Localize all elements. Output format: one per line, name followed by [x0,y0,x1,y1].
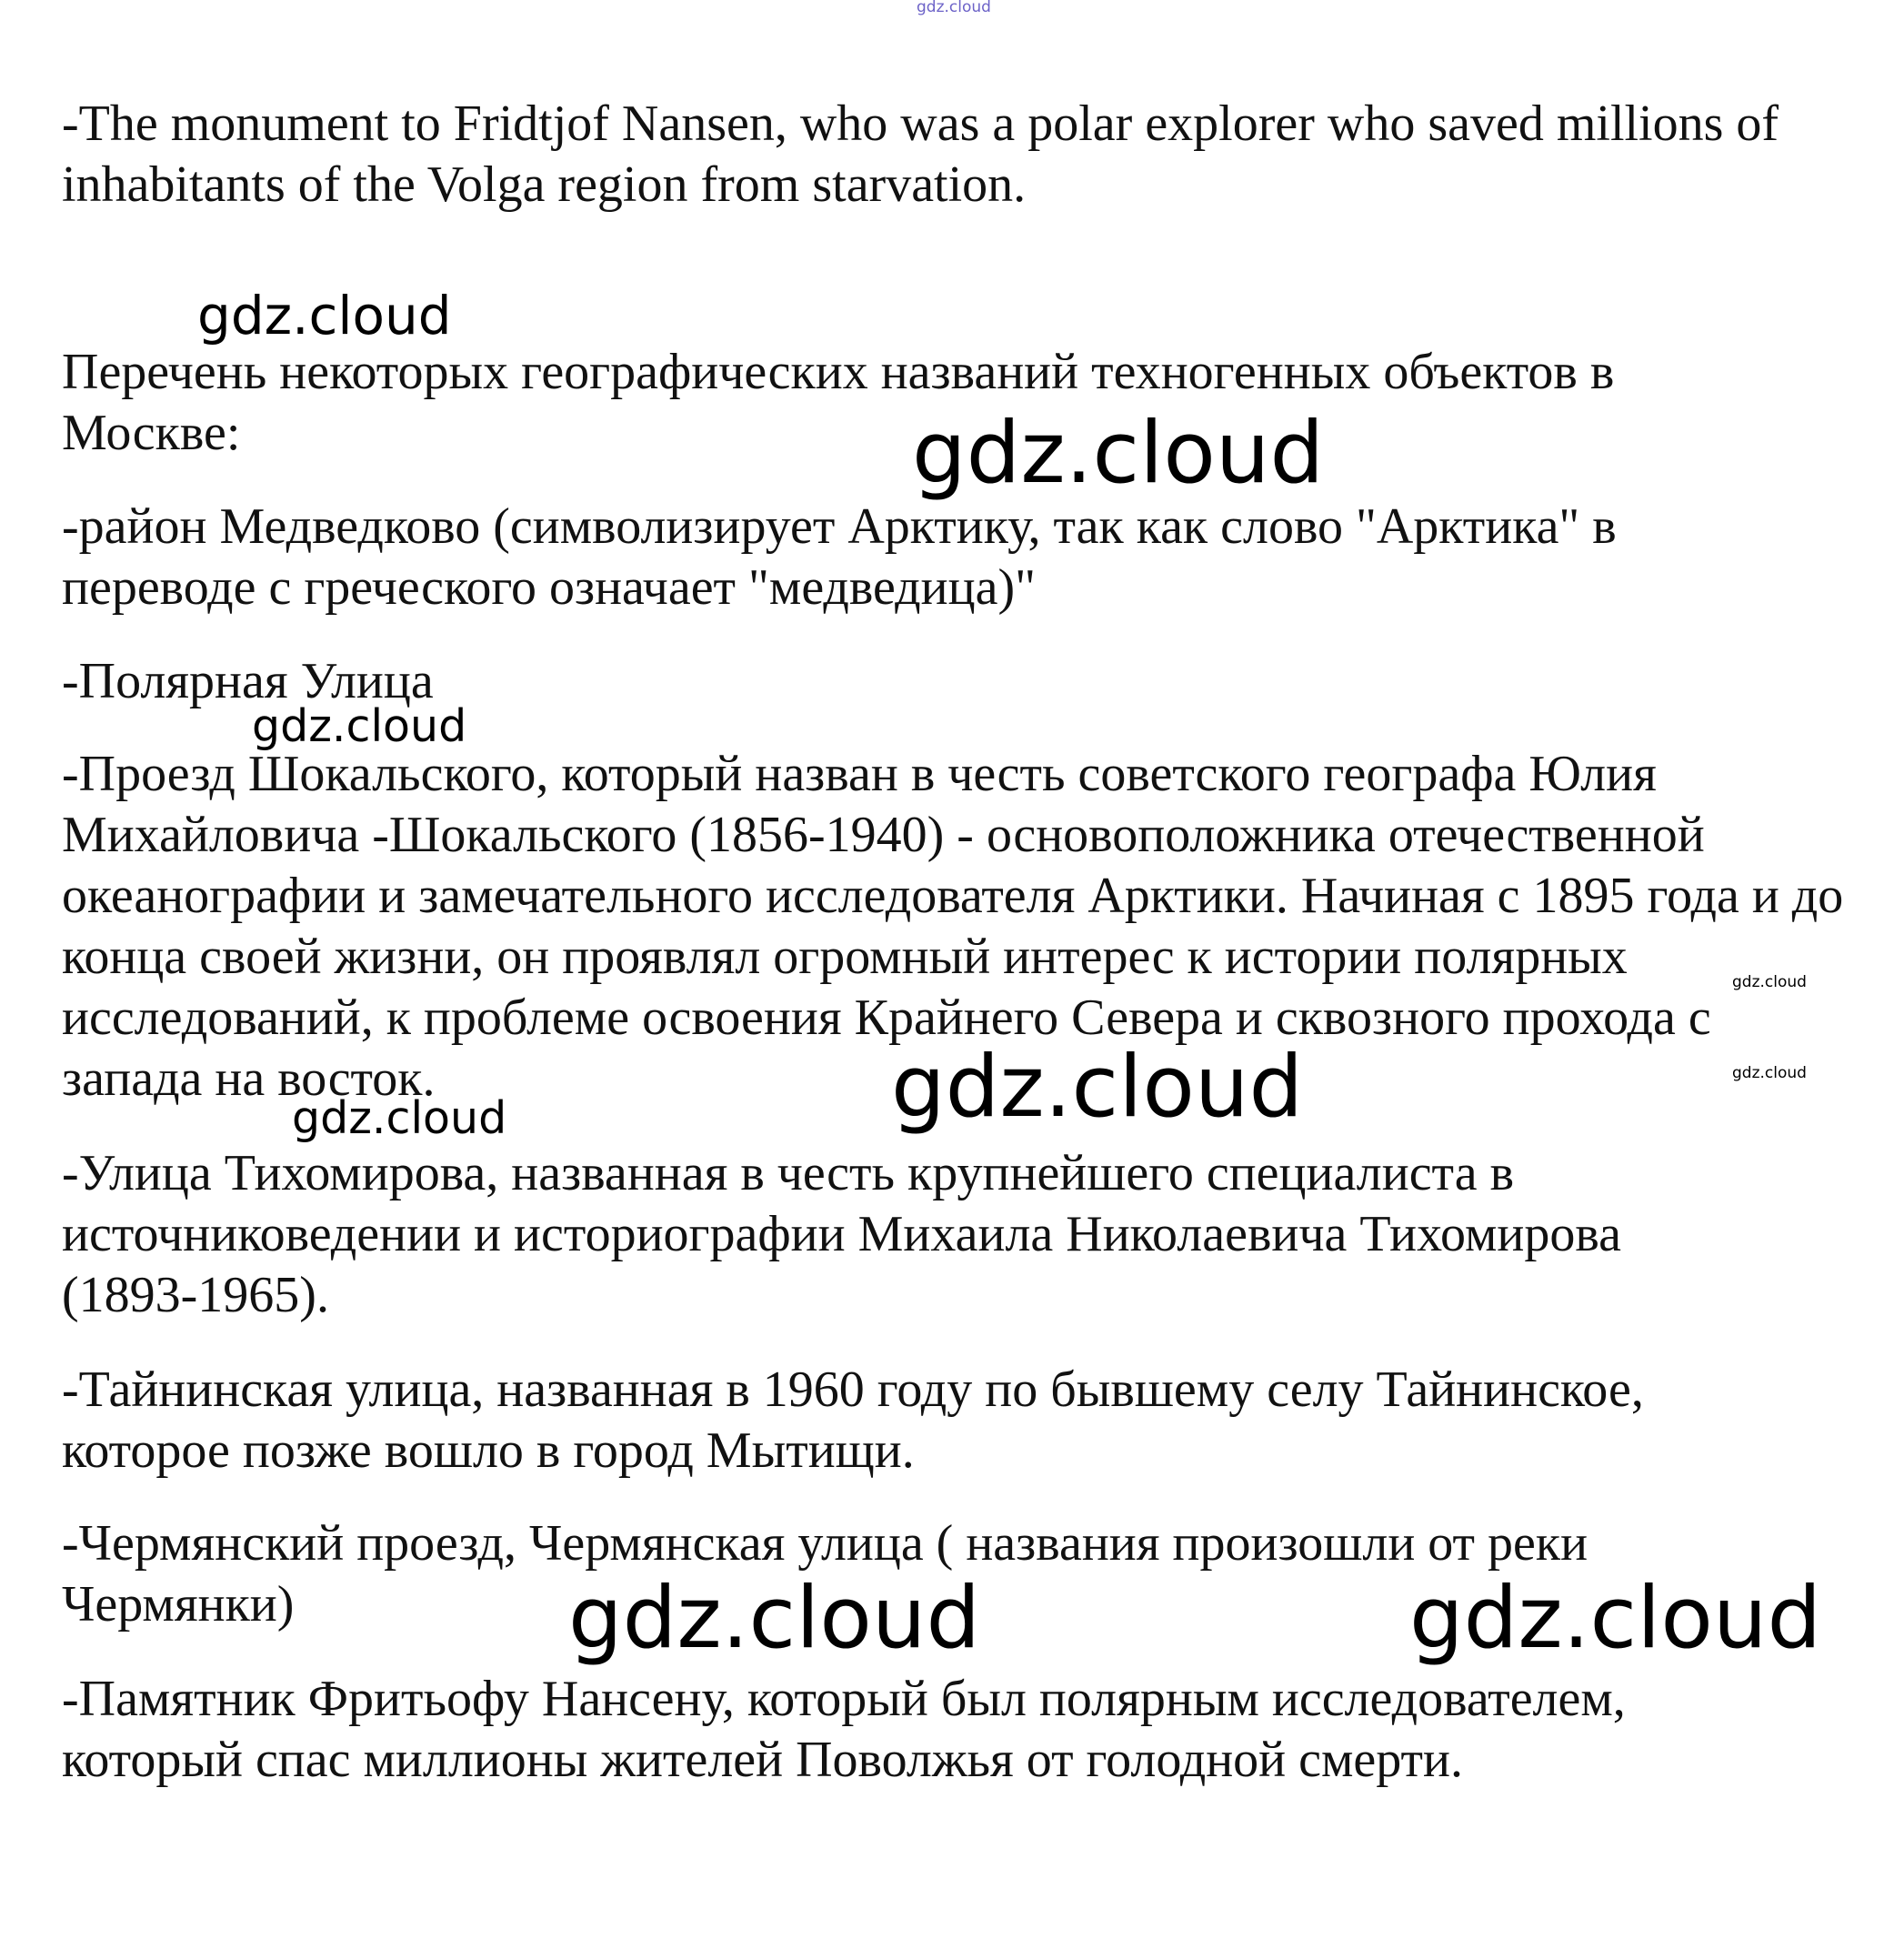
watermark: gdz.cloud [1409,1569,1822,1668]
paragraph-tikhomirov: -Улица Тихомирова, названная в честь крупнейшего специалиста в источниковедении и историографии Михаила Николаевича Тихомирова (1893-1965). [62,1145,1621,1323]
paragraph-chermyanka: -Чермянский проезд, Чермянская улица ( названия произошли от реки Чермянки) [62,1515,1588,1632]
watermark: gdz.cloud [1732,973,1807,991]
paragraph-medvedkovo: -район Медведково (символизирует Арктику, так как слово "Арктика" в переводе с греческого означает "медведица)" [62,498,1617,616]
paragraph-tayninskaya: -Тайнинская улица, названная в 1960 году по бывшему селу Тайнинское, которое позже вошло в город Мытищи. [62,1361,1644,1479]
watermark: gdz.cloud [197,285,452,347]
watermark: gdz.cloud [252,700,467,752]
watermark: gdz.cloud [568,1569,981,1668]
paragraph-polyarnaya: -Полярная Улица [62,653,434,709]
watermark: gdz.cloud [891,1038,1304,1137]
paragraph-nansen-en: -The monument to Fridtjof Nansen, who was a polar explorer who saved millions of inhabitants of the Volga region from starvation. [62,95,1779,213]
watermark: gdz.cloud [1732,1064,1807,1082]
paragraph-shokalsky: -Проезд Шокальского, который назван в честь советского географа Юлия Михайловича -Шокальского (1856-1940) - основоположника отечественной океанографии и замечательного исследователя Арктики. Начиная с 1895 года и до конца своей жизни, он проявлял огромный интерес к истории полярных исследований, к проблеме освоения Крайнего Севера и сквозного прохода с запада на восток. [62,746,1844,1107]
watermark-top: gdz.cloud [917,0,991,16]
paragraph-list-intro: Перечень некоторых географических названий техногенных объектов в Москве: [62,344,1615,461]
watermark: gdz.cloud [912,404,1325,503]
paragraph-nansen-ru: -Памятник Фритьофу Нансену, который был полярным исследователем, который спас миллионы жителей Поволжья от голодной смерти. [62,1671,1626,1788]
watermark: gdz.cloud [292,1092,507,1144]
